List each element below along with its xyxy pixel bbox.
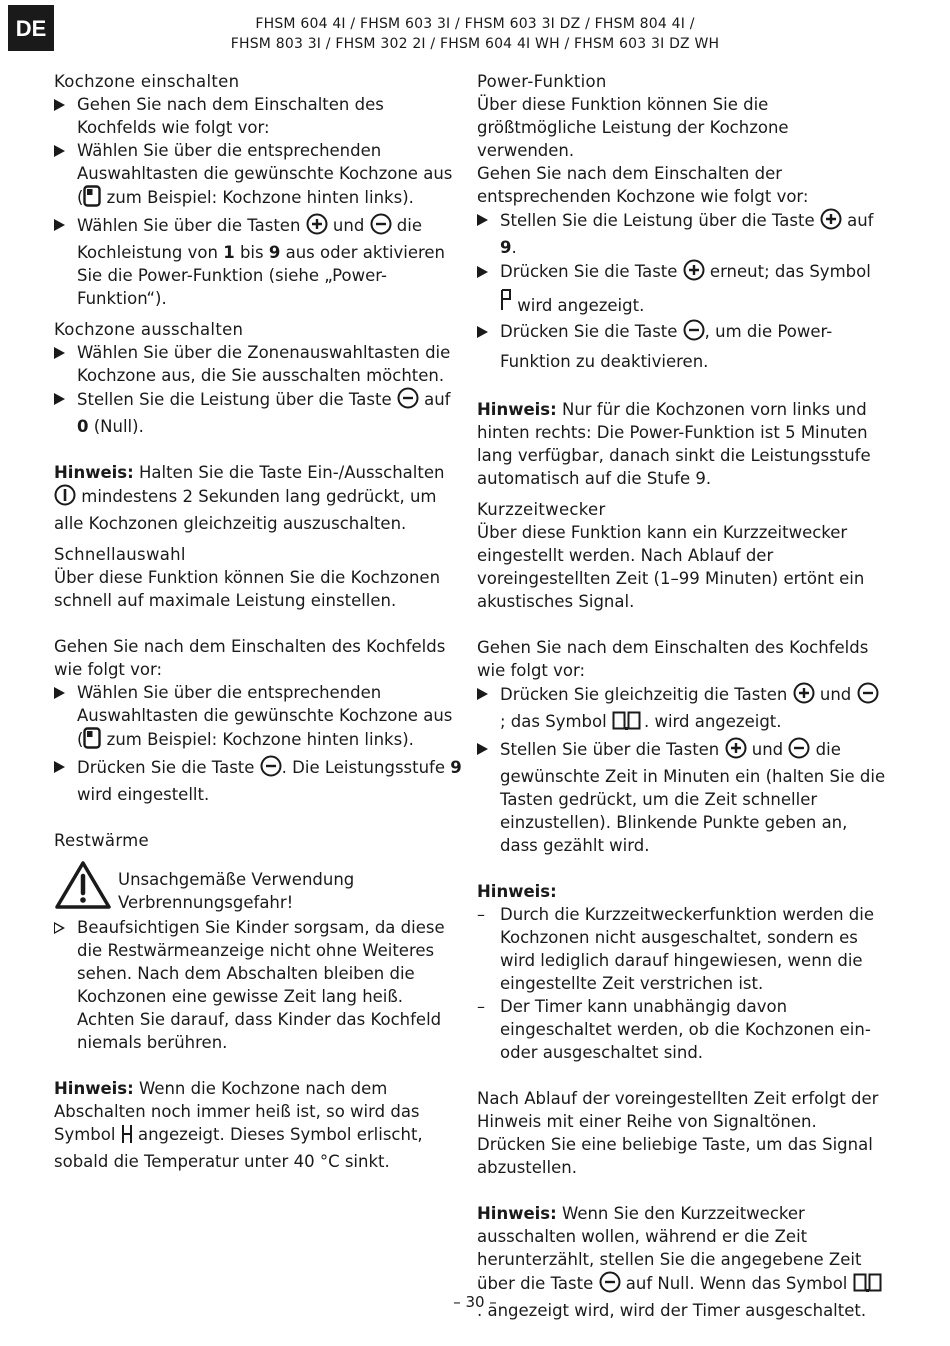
paragraph: Nach Ablauf der voreingestellten Zeit erfolgt der Hinweis mit einer Reihe von Signaltönen. Drücken Sie eine beliebige Taste, um das Signal abzustellen. — [477, 1089, 879, 1177]
bullet-arrow-icon — [54, 761, 65, 773]
list-item: – Durch die Kurzzeitweckerfunktion werden die Kochzonen nicht ausgeschaltet, sondern es wird lediglich darauf hingewiesen, wenn die eingestellte Zeit verstrichen ist. — [477, 905, 875, 993]
list-item: – Der Timer kann unabhängig davon eingeschaltet werden, ob die Kochzonen ein- oder ausgeschaltet sind. — [477, 997, 871, 1062]
bullet-outline-arrow-icon — [54, 922, 65, 934]
steps-power-funktion — [477, 208, 887, 375]
list-item: Stellen Sie die Leistung über die Taste auf 0 (Null). — [54, 387, 464, 438]
bullet-arrow-icon — [477, 266, 488, 278]
model-list-line-2: FHSM 803 3I / FHSM 302 2I / FHSM 604 4I WH / FHSM 603 3I DZ WH — [230, 36, 720, 52]
list-item: Wählen Sie über die Zonenauswahltasten die Kochzone aus, die Sie ausschalten möchten. — [54, 341, 464, 387]
list-item: Gehen Sie nach dem Einschalten des Kochfelds wie folgt vor: — [54, 93, 464, 139]
segment-p-icon — [500, 289, 512, 319]
segment-h-icon — [121, 1124, 133, 1150]
list-item: Stellen Sie über die Tasten und die gewünschte Zeit in Minuten ein (halten Sie die Tasten gedrückt, um die Zeit schneller einzustellen). Blinkende Punkte geben an, dass gezählt wird. — [477, 737, 887, 857]
page-number: – 30 – — [453, 1293, 497, 1311]
model-list-line-1: FHSM 604 4I / FHSM 603 3I / FHSM 603 3I DZ / FHSM 804 4I / — [255, 16, 695, 32]
list-item: Beaufsichtigen Sie Kinder sorgsam, da diese die Restwärmeanzeige nicht ohne Weiteres sehen. Nach dem Abschalten bleiben die Kochzonen eine gewisse Zeit lang heiß. Achten Sie darauf, dass Kinder das Kochfeld niemals berühren. — [54, 916, 464, 1054]
minus-circle-icon — [788, 737, 810, 765]
note-paragraph: Hinweis: Wenn Sie den Kurzzeitwecker ausschalten wollen, während er die Zeit herunterzählt, stellen Sie die angegebene Zeit über die Taste auf Null. Wenn das Symbol . angezeigt wird, wird der Timer ausgeschaltet. — [477, 1202, 887, 1322]
steps-kurzzeitwecker — [477, 682, 887, 857]
bullet-arrow-icon — [54, 99, 65, 111]
paragraph: Über diese Funktion können Sie die Kochzonen schnell auf maximale Leistung einstellen. — [54, 568, 441, 610]
bullet-arrow-icon — [54, 347, 65, 359]
bullet-arrow-icon — [477, 743, 488, 755]
segment-00-icon — [612, 711, 644, 737]
list-item: Drücken Sie die Taste . Die Leistungsstufe 9 wird eingestellt. — [54, 755, 464, 806]
bullet-arrow-icon — [54, 219, 65, 231]
section-title-kochzone-einschalten: Kochzone einschalten — [54, 72, 240, 91]
cooking-zone-rear-left-icon — [83, 185, 101, 213]
list-item: Drücken Sie gleichzeitig die Tasten und ; das Symbol . wird angezeigt. — [477, 682, 887, 737]
paragraph: Über diese Funktion können Sie die größtmögliche Leistung der Kochzone verwenden. — [477, 95, 789, 160]
note-paragraph: Hinweis: Nur für die Kochzonen vorn links und hinten rechts: Die Power-Funktion ist 5 Minuten lang verfügbar, danach sinkt die Leistungsstufe automatisch auf die Stufe 9. — [477, 400, 871, 488]
minus-circle-icon — [683, 319, 705, 349]
model-list — [210, 14, 740, 54]
note-dash-list — [477, 903, 887, 1064]
plus-circle-icon — [725, 737, 747, 765]
bullet-arrow-icon — [477, 326, 488, 338]
warning-triangle-icon — [54, 860, 118, 916]
paragraph: Gehen Sie nach dem Einschalten des Kochfelds wie folgt vor: — [54, 637, 446, 679]
bullet-arrow-icon — [477, 214, 488, 226]
steps-kochzone-einschalten — [54, 93, 464, 310]
bullet-arrow-icon — [54, 687, 65, 699]
warning-title: Unsachgemäße Verwendung — [118, 870, 355, 889]
plus-circle-icon — [683, 259, 705, 289]
minus-circle-icon — [397, 387, 419, 415]
list-item: Drücken Sie die Taste erneut; das Symbol wird angezeigt. — [477, 259, 887, 319]
list-item: Wählen Sie über die entsprechenden Auswahltasten die gewünschte Kochzone aus ( zum Beispiel: Kochzone hinten links). — [54, 139, 464, 213]
warning-block — [54, 860, 464, 916]
bullet-arrow-icon — [54, 393, 65, 405]
plus-circle-icon — [793, 682, 815, 710]
right-column — [477, 70, 887, 1322]
language-badge: DE — [8, 5, 54, 51]
bullet-arrow-icon — [54, 145, 65, 157]
list-item: Drücken Sie die Taste , um die Power-Funktion zu deaktivieren. — [477, 319, 887, 375]
warning-subtitle: Verbrennungsgefahr! — [118, 893, 294, 912]
minus-circle-icon — [857, 682, 879, 710]
section-title-kurzzeitwecker: Kurzzeitwecker — [477, 500, 606, 519]
steps-kochzone-ausschalten — [54, 341, 464, 438]
section-title-schnellauswahl: Schnellauswahl — [54, 545, 186, 564]
paragraph: Über diese Funktion kann ein Kurzzeitwecker eingestellt werden. Nach Ablauf der voreingestellten Zeit (1–99 Minuten) ertönt ein akustisches Signal. — [477, 523, 865, 611]
note-paragraph: Hinweis: Halten Sie die Taste Ein-/Ausschalten mindestens 2 Sekunden lang gedrückt, um alle Kochzonen gleichzeitig auszuschalten. — [54, 463, 445, 533]
paragraph: Gehen Sie nach dem Einschalten des Kochfelds wie folgt vor: — [477, 638, 869, 680]
cooking-zone-rear-left-icon — [83, 727, 101, 755]
list-item: Wählen Sie über die Tasten und die Kochleistung von 1 bis 9 aus oder aktivieren Sie die Power-Funktion (siehe „Power-Funktion“). — [54, 213, 464, 310]
steps-schnellauswahl — [54, 681, 464, 806]
minus-circle-icon — [260, 755, 282, 783]
list-item: Stellen Sie die Leistung über die Taste auf 9. — [477, 208, 887, 259]
section-title-restwaerme: Restwärme — [54, 831, 149, 850]
list-item: Wählen Sie über die entsprechenden Auswahltasten die gewünschte Kochzone aus ( zum Beispiel: Kochzone hinten links). — [54, 681, 464, 755]
left-column — [54, 70, 464, 1173]
bullet-arrow-icon — [477, 688, 488, 700]
note-label: Hinweis: — [477, 882, 557, 901]
power-icon — [54, 484, 76, 512]
section-title-power-funktion: Power-Funktion — [477, 72, 607, 91]
note-paragraph: Hinweis: Wenn die Kochzone nach dem Abschalten noch immer heiß ist, so wird das Symbol angezeigt. Dieses Symbol erlischt, sobald die Temperatur unter 40 °C sinkt. — [54, 1079, 423, 1171]
section-title-kochzone-ausschalten: Kochzone ausschalten — [54, 320, 244, 339]
minus-circle-icon — [370, 213, 392, 241]
paragraph: Gehen Sie nach dem Einschalten der entsprechenden Kochzone wie folgt vor: — [477, 164, 809, 206]
plus-circle-icon — [820, 208, 842, 236]
plus-circle-icon — [306, 213, 328, 241]
warning-steps — [54, 916, 464, 1054]
